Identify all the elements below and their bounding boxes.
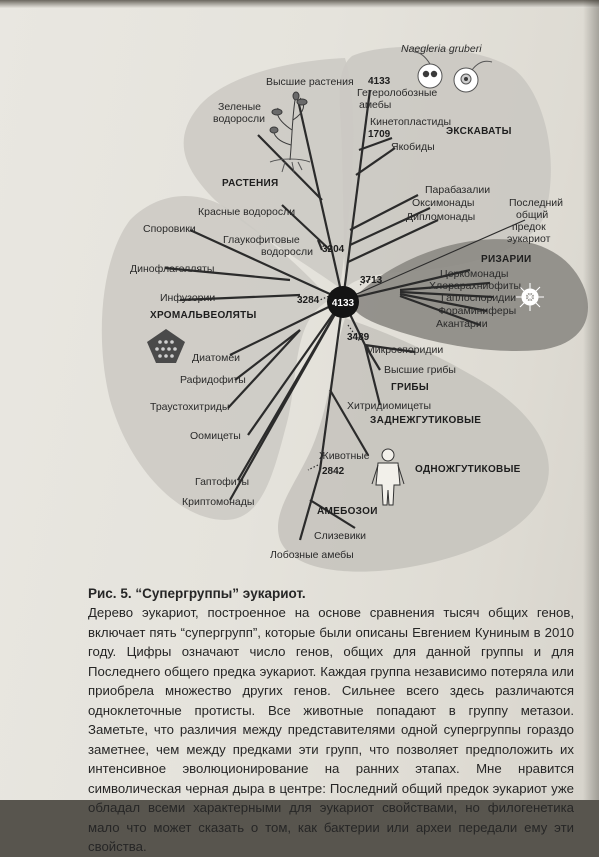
label-red-algae: Красные водоросли	[198, 206, 296, 218]
number-opisthokont-node: 3489	[347, 332, 370, 343]
group-rhizaria: РИЗАРИИ	[481, 254, 532, 265]
label-lca-1: Последний	[509, 197, 564, 209]
label-naegleria: Naegleria gruberi	[401, 43, 482, 55]
label-cryptomonads: Криптомонады	[182, 496, 255, 508]
label-higher-plants: Высшие растения	[266, 76, 354, 88]
group-opisthokonts: ЗАДНЕЖГУТИКОВЫЕ	[370, 415, 482, 426]
number-plants-node: 3204	[322, 244, 345, 255]
group-amoebozoa: АМЕБОЗОИ	[317, 506, 378, 517]
central-node-number: 4133	[331, 298, 355, 309]
label-cercomonads: Церкомонады	[440, 268, 509, 280]
label-green-algae-2: водоросли	[213, 113, 265, 125]
caption-body: Дерево эукариот, построенное на основе сравнения тысяч общих генов, включает пять “супергрупп”, которые были описаны Евгением Куниным в 2010 году. Цифры означают число генов, общих для данной группы и для Последнего общего предка эукариот. Каждая группа независимо потеряла или приобрела множество других генов. Сильнее всего здесь различаются одноклеточные протисты. Все животные попадают в группу метазои. Заметьте, что различия между представителями одной супергруппы гораздо заметнее, чем между предками эти групп, что позволяет предположить их интенсивное эволюционирование на ранних этапах. Мне нравится символическая черная дыра в центре: Последний общий предок эукариот уже обладал всеми характерными для эукариот свойствами, но филогенетика мало что может сказать о том, как бактерии или археи передали ему эти свойства.	[88, 605, 574, 854]
label-oomycetes: Оомицеты	[190, 430, 241, 442]
label-kinetoplastids: Кинетопластиды	[370, 116, 452, 128]
label-foraminifera: Фораминиферы	[438, 305, 517, 317]
label-animals: Животные	[319, 450, 370, 462]
label-diplomonads: Дипломонады	[406, 211, 476, 223]
label-heterolobosean-2: амебы	[359, 99, 392, 111]
number-chromalveolate-node: 3284	[297, 295, 320, 306]
label-oxymonads: Оксимонады	[412, 197, 475, 209]
label-chytrids: Хитридиомицеты	[347, 400, 432, 412]
label-haplosporidia: Гаплоспоридии	[441, 292, 517, 304]
label-sporozoans: Споровики	[143, 223, 196, 235]
label-raphidophytes: Рафидофиты	[180, 374, 246, 386]
number-kinetoplastids: 1709	[368, 129, 391, 140]
group-fungi: ГРИБЫ	[391, 382, 430, 393]
label-heterolobosean-1: Гетеролобозные	[357, 87, 438, 99]
group-unikonts: ОДНОЖГУТИКОВЫЕ	[415, 464, 521, 475]
label-jakobids: Якобиды	[391, 141, 435, 153]
label-diatoms: Диатомеи	[192, 352, 241, 364]
number-rhizaria-node: 3713	[360, 275, 383, 286]
caption-title: Рис. 5. “Супергруппы” эукариот.	[88, 586, 306, 601]
group-excavates: ЭКСКАВАТЫ	[446, 126, 512, 137]
label-ciliates: Инфузории	[160, 292, 216, 304]
label-slime-molds: Слизевики	[314, 530, 367, 542]
label-parabasalids: Парабазалии	[425, 184, 491, 196]
number-animals-node: 2842	[322, 466, 345, 477]
label-microsporidia: Микроспоридии	[366, 344, 444, 356]
label-lca-4: эукариот	[507, 233, 551, 245]
label-chlorarachniophytes: Хлорарахниофиты	[429, 280, 522, 292]
label-green-algae-1: Зеленые	[218, 101, 261, 113]
label-glaucophytes-1: Глаукофитовые	[223, 234, 300, 246]
number-heterolobosean: 4133	[368, 76, 391, 87]
label-haptophytes: Гаптофиты	[195, 476, 250, 488]
label-lca-3: предок	[512, 221, 546, 233]
group-plants: РАСТЕНИЯ	[222, 178, 279, 189]
label-glaucophytes-2: водоросли	[261, 246, 313, 258]
label-acantharia: Акантарии	[436, 318, 488, 330]
label-lca-2: общий	[516, 209, 549, 221]
label-higher-fungi: Высшие грибы	[384, 364, 456, 376]
figure-caption	[88, 586, 574, 857]
label-thraustochytrids: Траустохитриды	[150, 401, 230, 413]
group-chromalveolates: ХРОМАЛЬВЕОЛЯТЫ	[150, 310, 257, 321]
label-lobose-amoebae: Лобозные амебы	[270, 549, 354, 561]
label-dinoflagellates: Динофлагелляты	[130, 263, 215, 275]
